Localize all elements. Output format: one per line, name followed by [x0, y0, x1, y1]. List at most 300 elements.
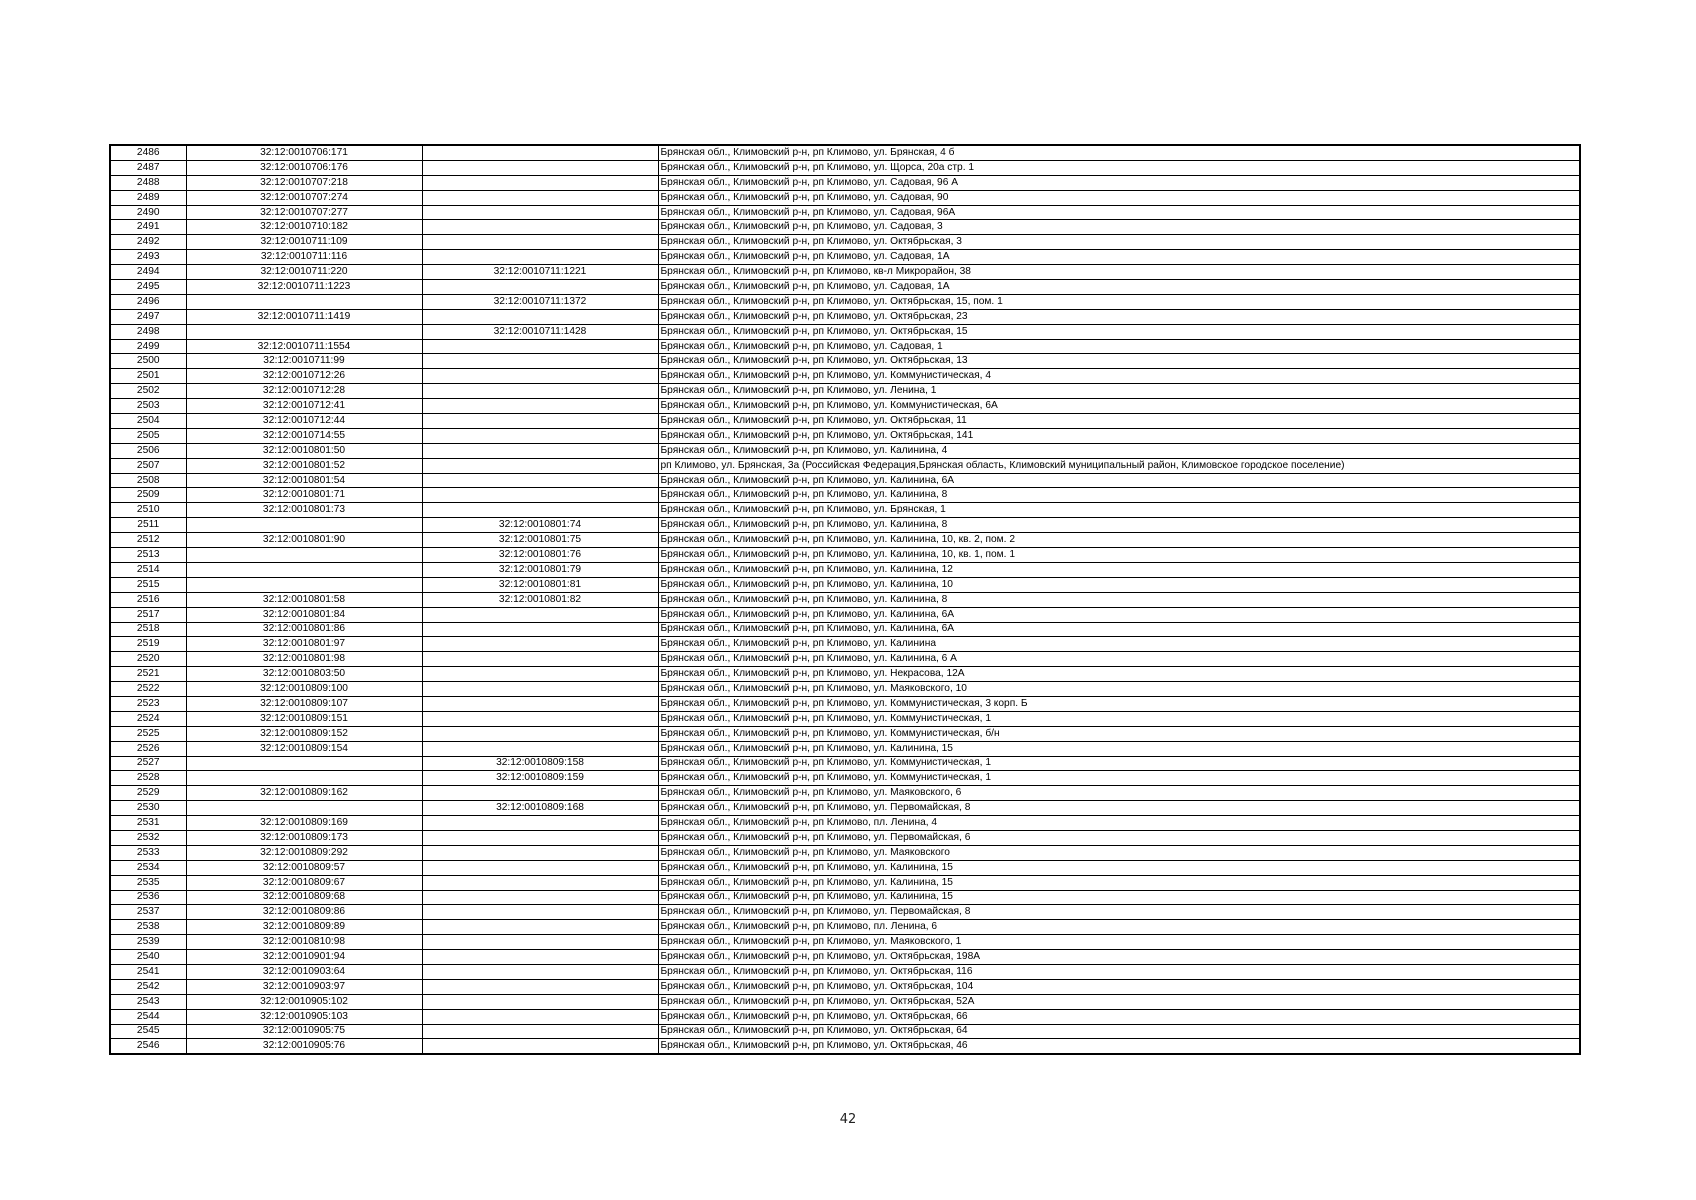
row-number-cell: 2503	[110, 399, 186, 414]
object-cadastral-number-cell	[422, 1009, 658, 1024]
address-cell: Брянская обл., Климовский р-н, рп Климово, ул. Октябрьская, 52А	[658, 994, 1580, 1009]
land-cadastral-number-cell: 32:12:0010801:90	[186, 533, 422, 548]
table-row	[110, 488, 1580, 503]
land-cadastral-number-cell: 32:12:0010809:292	[186, 845, 422, 860]
land-cadastral-number-cell: 32:12:0010801:54	[186, 473, 422, 488]
object-cadastral-number-cell	[422, 994, 658, 1009]
row-number-cell: 2523	[110, 696, 186, 711]
row-number-cell: 2545	[110, 1024, 186, 1039]
object-cadastral-number-cell	[422, 339, 658, 354]
address-cell: Брянская обл., Климовский р-н, рп Климово, ул. Брянская, 1	[658, 503, 1580, 518]
land-cadastral-number-cell	[186, 562, 422, 577]
land-cadastral-number-cell: 32:12:0010809:100	[186, 682, 422, 697]
object-cadastral-number-cell	[422, 145, 658, 160]
table-row	[110, 994, 1580, 1009]
address-cell: Брянская обл., Климовский р-н, рп Климово, ул. Калинина, 15	[658, 890, 1580, 905]
object-cadastral-number-cell	[422, 280, 658, 295]
land-cadastral-number-cell: 32:12:0010801:97	[186, 637, 422, 652]
object-cadastral-number-cell	[422, 711, 658, 726]
address-cell: Брянская обл., Климовский р-н, рп Климово, ул. Октябрьская, 64	[658, 1024, 1580, 1039]
table-row	[110, 935, 1580, 950]
object-cadastral-number-cell: 32:12:0010801:79	[422, 562, 658, 577]
address-cell: Брянская обл., Климовский р-н, рп Климово, ул. Октябрьская, 66	[658, 1009, 1580, 1024]
row-number-cell: 2527	[110, 756, 186, 771]
table-row	[110, 384, 1580, 399]
address-cell: Брянская обл., Климовский р-н, рп Климово, ул. Калинина, 6 А	[658, 652, 1580, 667]
land-cadastral-number-cell	[186, 756, 422, 771]
row-number-cell: 2496	[110, 294, 186, 309]
row-number-cell: 2531	[110, 816, 186, 831]
object-cadastral-number-cell	[422, 622, 658, 637]
row-number-cell: 2530	[110, 801, 186, 816]
land-cadastral-number-cell: 32:12:0010801:52	[186, 458, 422, 473]
address-cell: Брянская обл., Климовский р-н, рп Климово, ул. Первомайская, 8	[658, 905, 1580, 920]
address-cell: Брянская обл., Климовский р-н, рп Климово, ул. Калинина, 15	[658, 741, 1580, 756]
object-cadastral-number-cell	[422, 830, 658, 845]
address-cell: рп Климово, ул. Брянская, 3а (Российская Федерация,Брянская область, Климовский муниципальный район, Климовское городское поселение)	[658, 458, 1580, 473]
land-cadastral-number-cell: 32:12:0010903:97	[186, 979, 422, 994]
object-cadastral-number-cell	[422, 414, 658, 429]
address-cell: Брянская обл., Климовский р-н, рп Климово, ул. Первомайская, 6	[658, 830, 1580, 845]
table-row	[110, 726, 1580, 741]
row-number-cell: 2492	[110, 235, 186, 250]
table-row	[110, 786, 1580, 801]
table-row	[110, 175, 1580, 190]
object-cadastral-number-cell	[422, 309, 658, 324]
address-cell: Брянская обл., Климовский р-н, рп Климово, ул. Маяковского, 10	[658, 682, 1580, 697]
table-row	[110, 369, 1580, 384]
land-cadastral-number-cell	[186, 294, 422, 309]
table-row	[110, 652, 1580, 667]
address-cell: Брянская обл., Климовский р-н, рп Климово, ул. Калинина, 15	[658, 860, 1580, 875]
object-cadastral-number-cell	[422, 726, 658, 741]
land-cadastral-number-cell	[186, 577, 422, 592]
land-cadastral-number-cell: 32:12:0010801:73	[186, 503, 422, 518]
row-number-cell: 2486	[110, 145, 186, 160]
row-number-cell: 2507	[110, 458, 186, 473]
row-number-cell: 2502	[110, 384, 186, 399]
address-cell: Брянская обл., Климовский р-н, рп Климово, ул. Октябрьская, 141	[658, 428, 1580, 443]
address-cell: Брянская обл., Климовский р-н, рп Климово, пл. Ленина, 4	[658, 816, 1580, 831]
object-cadastral-number-cell	[422, 220, 658, 235]
row-number-cell: 2539	[110, 935, 186, 950]
land-cadastral-number-cell: 32:12:0010711:99	[186, 354, 422, 369]
row-number-cell: 2533	[110, 845, 186, 860]
object-cadastral-number-cell	[422, 845, 658, 860]
address-cell: Брянская обл., Климовский р-н, рп Климово, ул. Октябрьская, 104	[658, 979, 1580, 994]
table-row	[110, 950, 1580, 965]
land-cadastral-number-cell: 32:12:0010905:102	[186, 994, 422, 1009]
table-row	[110, 428, 1580, 443]
row-number-cell: 2529	[110, 786, 186, 801]
address-cell: Брянская обл., Климовский р-н, рп Климово, ул. Октябрьская, 11	[658, 414, 1580, 429]
row-number-cell: 2513	[110, 548, 186, 563]
row-number-cell: 2525	[110, 726, 186, 741]
address-cell: Брянская обл., Климовский р-н, рп Климово, ул. Калинина, 8	[658, 592, 1580, 607]
land-cadastral-number-cell	[186, 548, 422, 563]
row-number-cell: 2515	[110, 577, 186, 592]
address-cell: Брянская обл., Климовский р-н, рп Климово, ул. Калинина, 10, кв. 2, пом. 2	[658, 533, 1580, 548]
page-number: 42	[839, 1112, 857, 1127]
address-cell: Брянская обл., Климовский р-н, рп Климово, ул. Маяковского	[658, 845, 1580, 860]
object-cadastral-number-cell	[422, 816, 658, 831]
object-cadastral-number-cell	[422, 652, 658, 667]
table-row	[110, 280, 1580, 295]
address-cell: Брянская обл., Климовский р-н, рп Климово, ул. Садовая, 1	[658, 339, 1580, 354]
row-number-cell: 2509	[110, 488, 186, 503]
object-cadastral-number-cell	[422, 667, 658, 682]
table-row	[110, 830, 1580, 845]
land-cadastral-number-cell: 32:12:0010707:218	[186, 175, 422, 190]
object-cadastral-number-cell	[422, 875, 658, 890]
object-cadastral-number-cell	[422, 473, 658, 488]
object-cadastral-number-cell	[422, 160, 658, 175]
object-cadastral-number-cell	[422, 741, 658, 756]
address-cell: Брянская обл., Климовский р-н, рп Климово, ул. Калинина, 8	[658, 488, 1580, 503]
row-number-cell: 2534	[110, 860, 186, 875]
table-row	[110, 756, 1580, 771]
table-row	[110, 667, 1580, 682]
object-cadastral-number-cell: 32:12:0010711:1372	[422, 294, 658, 309]
table-row	[110, 309, 1580, 324]
address-cell: Брянская обл., Климовский р-н, рп Климово, ул. Коммунистическая, 4	[658, 369, 1580, 384]
object-cadastral-number-cell: 32:12:0010801:81	[422, 577, 658, 592]
table-row	[110, 562, 1580, 577]
row-number-cell: 2497	[110, 309, 186, 324]
object-cadastral-number-cell	[422, 696, 658, 711]
row-number-cell: 2490	[110, 205, 186, 220]
table-row	[110, 577, 1580, 592]
address-cell: Брянская обл., Климовский р-н, рп Климово, ул. Октябрьская, 15, пом. 1	[658, 294, 1580, 309]
address-cell: Брянская обл., Климовский р-н, рп Климово, ул. Коммунистическая, 3 корп. Б	[658, 696, 1580, 711]
object-cadastral-number-cell	[422, 428, 658, 443]
object-cadastral-number-cell	[422, 205, 658, 220]
land-cadastral-number-cell	[186, 801, 422, 816]
address-cell: Брянская обл., Климовский р-н, рп Климово, ул. Калинина	[658, 637, 1580, 652]
land-cadastral-number-cell: 32:12:0010809:173	[186, 830, 422, 845]
table-row	[110, 801, 1580, 816]
address-cell: Брянская обл., Климовский р-н, рп Климово, ул. Садовая, 3	[658, 220, 1580, 235]
object-cadastral-number-cell	[422, 1039, 658, 1054]
object-cadastral-number-cell	[422, 1024, 658, 1039]
object-cadastral-number-cell	[422, 399, 658, 414]
object-cadastral-number-cell: 32:12:0010801:82	[422, 592, 658, 607]
table-row	[110, 220, 1580, 235]
table-row	[110, 905, 1580, 920]
row-number-cell: 2526	[110, 741, 186, 756]
object-cadastral-number-cell	[422, 935, 658, 950]
address-cell: Брянская обл., Климовский р-н, рп Климово, ул. Некрасова, 12А	[658, 667, 1580, 682]
table-row	[110, 250, 1580, 265]
address-cell: Брянская обл., Климовский р-н, рп Климово, ул. Садовая, 96 А	[658, 175, 1580, 190]
address-cell: Брянская обл., Климовский р-н, рп Климово, ул. Коммунистическая, 6А	[658, 399, 1580, 414]
table-row	[110, 265, 1580, 280]
address-cell: Брянская обл., Климовский р-н, рп Климово, ул. Калинина, 8	[658, 518, 1580, 533]
land-cadastral-number-cell: 32:12:0010801:58	[186, 592, 422, 607]
table-row	[110, 145, 1580, 160]
object-cadastral-number-cell: 32:12:0010801:76	[422, 548, 658, 563]
table-row	[110, 458, 1580, 473]
row-number-cell: 2498	[110, 324, 186, 339]
object-cadastral-number-cell: 32:12:0010711:1221	[422, 265, 658, 280]
object-cadastral-number-cell	[422, 384, 658, 399]
table-row	[110, 875, 1580, 890]
land-cadastral-number-cell: 32:12:0010809:169	[186, 816, 422, 831]
object-cadastral-number-cell	[422, 503, 658, 518]
object-cadastral-number-cell	[422, 979, 658, 994]
address-cell: Брянская обл., Климовский р-н, рп Климово, ул. Коммунистическая, 1	[658, 756, 1580, 771]
row-number-cell: 2520	[110, 652, 186, 667]
land-cadastral-number-cell: 32:12:0010707:274	[186, 190, 422, 205]
address-cell: Брянская обл., Климовский р-н, рп Климово, ул. Садовая, 96А	[658, 205, 1580, 220]
table-row	[110, 890, 1580, 905]
row-number-cell: 2495	[110, 280, 186, 295]
land-cadastral-number-cell: 32:12:0010801:98	[186, 652, 422, 667]
object-cadastral-number-cell	[422, 354, 658, 369]
table-row	[110, 548, 1580, 563]
table-row	[110, 845, 1580, 860]
land-cadastral-number-cell: 32:12:0010710:182	[186, 220, 422, 235]
address-cell: Брянская обл., Климовский р-н, рп Климово, ул. Октябрьская, 198А	[658, 950, 1580, 965]
land-cadastral-number-cell: 32:12:0010809:67	[186, 875, 422, 890]
property-registry-table	[109, 144, 1581, 1055]
row-number-cell: 2543	[110, 994, 186, 1009]
table-row	[110, 339, 1580, 354]
address-cell: Брянская обл., Климовский р-н, рп Климово, ул. Октябрьская, 13	[658, 354, 1580, 369]
table-row	[110, 190, 1580, 205]
address-cell: Брянская обл., Климовский р-н, рп Климово, ул. Калинина, 6А	[658, 622, 1580, 637]
land-cadastral-number-cell: 32:12:0010903:64	[186, 964, 422, 979]
address-cell: Брянская обл., Климовский р-н, рп Климово, ул. Маяковского, 1	[658, 935, 1580, 950]
object-cadastral-number-cell	[422, 235, 658, 250]
row-number-cell: 2535	[110, 875, 186, 890]
row-number-cell: 2528	[110, 771, 186, 786]
land-cadastral-number-cell: 32:12:0010712:44	[186, 414, 422, 429]
land-cadastral-number-cell: 32:12:0010712:26	[186, 369, 422, 384]
table-row	[110, 964, 1580, 979]
object-cadastral-number-cell	[422, 860, 658, 875]
row-number-cell: 2488	[110, 175, 186, 190]
object-cadastral-number-cell	[422, 175, 658, 190]
address-cell: Брянская обл., Климовский р-н, рп Климово, ул. Октябрьская, 46	[658, 1039, 1580, 1054]
land-cadastral-number-cell	[186, 518, 422, 533]
land-cadastral-number-cell: 32:12:0010809:68	[186, 890, 422, 905]
land-cadastral-number-cell: 32:12:0010711:109	[186, 235, 422, 250]
table-row	[110, 533, 1580, 548]
object-cadastral-number-cell	[422, 920, 658, 935]
object-cadastral-number-cell	[422, 682, 658, 697]
land-cadastral-number-cell: 32:12:0010801:84	[186, 607, 422, 622]
table-row	[110, 637, 1580, 652]
land-cadastral-number-cell: 32:12:0010809:107	[186, 696, 422, 711]
row-number-cell: 2505	[110, 428, 186, 443]
land-cadastral-number-cell: 32:12:0010711:220	[186, 265, 422, 280]
land-cadastral-number-cell: 32:12:0010809:154	[186, 741, 422, 756]
row-number-cell: 2501	[110, 369, 186, 384]
row-number-cell: 2516	[110, 592, 186, 607]
land-cadastral-number-cell: 32:12:0010711:116	[186, 250, 422, 265]
row-number-cell: 2517	[110, 607, 186, 622]
land-cadastral-number-cell: 32:12:0010801:50	[186, 443, 422, 458]
table-row	[110, 354, 1580, 369]
land-cadastral-number-cell: 32:12:0010706:171	[186, 145, 422, 160]
table-row	[110, 607, 1580, 622]
table-row	[110, 399, 1580, 414]
land-cadastral-number-cell: 32:12:0010809:86	[186, 905, 422, 920]
row-number-cell: 2541	[110, 964, 186, 979]
table-row	[110, 443, 1580, 458]
land-cadastral-number-cell: 32:12:0010809:152	[186, 726, 422, 741]
row-number-cell: 2511	[110, 518, 186, 533]
object-cadastral-number-cell	[422, 637, 658, 652]
table-row	[110, 205, 1580, 220]
object-cadastral-number-cell	[422, 905, 658, 920]
object-cadastral-number-cell	[422, 250, 658, 265]
object-cadastral-number-cell: 32:12:0010801:75	[422, 533, 658, 548]
address-cell: Брянская обл., Климовский р-н, рп Климово, ул. Октябрьская, 116	[658, 964, 1580, 979]
land-cadastral-number-cell: 32:12:0010901:94	[186, 950, 422, 965]
object-cadastral-number-cell	[422, 607, 658, 622]
land-cadastral-number-cell: 32:12:0010712:41	[186, 399, 422, 414]
land-cadastral-number-cell: 32:12:0010801:86	[186, 622, 422, 637]
address-cell: Брянская обл., Климовский р-н, рп Климово, ул. Коммунистическая, 1	[658, 711, 1580, 726]
table-row	[110, 473, 1580, 488]
table-row	[110, 160, 1580, 175]
table-row	[110, 741, 1580, 756]
row-number-cell: 2512	[110, 533, 186, 548]
table-row	[110, 860, 1580, 875]
address-cell: Брянская обл., Климовский р-н, рп Климово, ул. Калинина, 4	[658, 443, 1580, 458]
address-cell: Брянская обл., Климовский р-н, рп Климово, ул. Октябрьская, 23	[658, 309, 1580, 324]
table-row	[110, 711, 1580, 726]
row-number-cell: 2518	[110, 622, 186, 637]
land-cadastral-number-cell: 32:12:0010905:75	[186, 1024, 422, 1039]
row-number-cell: 2537	[110, 905, 186, 920]
land-cadastral-number-cell: 32:12:0010809:151	[186, 711, 422, 726]
row-number-cell: 2514	[110, 562, 186, 577]
row-number-cell: 2506	[110, 443, 186, 458]
land-cadastral-number-cell: 32:12:0010810:98	[186, 935, 422, 950]
address-cell: Брянская обл., Климовский р-н, рп Климово, ул. Первомайская, 8	[658, 801, 1580, 816]
land-cadastral-number-cell: 32:12:0010712:28	[186, 384, 422, 399]
table-row	[110, 682, 1580, 697]
row-number-cell: 2524	[110, 711, 186, 726]
land-cadastral-number-cell: 32:12:0010905:76	[186, 1039, 422, 1054]
table-row	[110, 1039, 1580, 1054]
object-cadastral-number-cell: 32:12:0010711:1428	[422, 324, 658, 339]
row-number-cell: 2499	[110, 339, 186, 354]
land-cadastral-number-cell	[186, 324, 422, 339]
registry-table-body	[110, 145, 1580, 1054]
object-cadastral-number-cell	[422, 786, 658, 801]
table-row	[110, 979, 1580, 994]
address-cell: Брянская обл., Климовский р-н, рп Климово, ул. Садовая, 90	[658, 190, 1580, 205]
object-cadastral-number-cell: 32:12:0010809:168	[422, 801, 658, 816]
land-cadastral-number-cell	[186, 771, 422, 786]
land-cadastral-number-cell: 32:12:0010707:277	[186, 205, 422, 220]
row-number-cell: 2508	[110, 473, 186, 488]
address-cell: Брянская обл., Климовский р-н, рп Климово, ул. Садовая, 1А	[658, 250, 1580, 265]
row-number-cell: 2494	[110, 265, 186, 280]
row-number-cell: 2491	[110, 220, 186, 235]
address-cell: Брянская обл., Климовский р-н, рп Климово, ул. Коммунистическая, б/н	[658, 726, 1580, 741]
object-cadastral-number-cell	[422, 190, 658, 205]
row-number-cell: 2500	[110, 354, 186, 369]
row-number-cell: 2487	[110, 160, 186, 175]
land-cadastral-number-cell: 32:12:0010809:162	[186, 786, 422, 801]
table-row	[110, 235, 1580, 250]
address-cell: Брянская обл., Климовский р-н, рп Климово, ул. Ленина, 1	[658, 384, 1580, 399]
address-cell: Брянская обл., Климовский р-н, рп Климово, ул. Брянская, 4 б	[658, 145, 1580, 160]
table-row	[110, 294, 1580, 309]
table-row	[110, 592, 1580, 607]
land-cadastral-number-cell: 32:12:0010711:1554	[186, 339, 422, 354]
object-cadastral-number-cell	[422, 443, 658, 458]
row-number-cell: 2544	[110, 1009, 186, 1024]
row-number-cell: 2538	[110, 920, 186, 935]
land-cadastral-number-cell: 32:12:0010809:89	[186, 920, 422, 935]
object-cadastral-number-cell: 32:12:0010809:158	[422, 756, 658, 771]
row-number-cell: 2546	[110, 1039, 186, 1054]
object-cadastral-number-cell: 32:12:0010801:74	[422, 518, 658, 533]
address-cell: Брянская обл., Климовский р-н, рп Климово, ул. Калинина, 6А	[658, 473, 1580, 488]
table-row	[110, 696, 1580, 711]
table-row	[110, 1024, 1580, 1039]
table-row	[110, 518, 1580, 533]
row-number-cell: 2493	[110, 250, 186, 265]
land-cadastral-number-cell: 32:12:0010711:1223	[186, 280, 422, 295]
row-number-cell: 2542	[110, 979, 186, 994]
address-cell: Брянская обл., Климовский р-н, рп Климово, ул. Октябрьская, 3	[658, 235, 1580, 250]
object-cadastral-number-cell: 32:12:0010809:159	[422, 771, 658, 786]
table-row	[110, 816, 1580, 831]
land-cadastral-number-cell: 32:12:0010714:55	[186, 428, 422, 443]
table-row	[110, 622, 1580, 637]
row-number-cell: 2532	[110, 830, 186, 845]
table-row	[110, 503, 1580, 518]
address-cell: Брянская обл., Климовский р-н, рп Климово, ул. Калинина, 6А	[658, 607, 1580, 622]
land-cadastral-number-cell: 32:12:0010809:57	[186, 860, 422, 875]
address-cell: Брянская обл., Климовский р-н, рп Климово, ул. Щорса, 20а стр. 1	[658, 160, 1580, 175]
object-cadastral-number-cell	[422, 458, 658, 473]
table-row	[110, 324, 1580, 339]
address-cell: Брянская обл., Климовский р-н, рп Климово, ул. Коммунистическая, 1	[658, 771, 1580, 786]
table-row	[110, 920, 1580, 935]
row-number-cell: 2504	[110, 414, 186, 429]
address-cell: Брянская обл., Климовский р-н, рп Климово, ул. Калинина, 12	[658, 562, 1580, 577]
address-cell: Брянская обл., Климовский р-н, рп Климово, ул. Маяковского, 6	[658, 786, 1580, 801]
row-number-cell: 2521	[110, 667, 186, 682]
row-number-cell: 2519	[110, 637, 186, 652]
object-cadastral-number-cell	[422, 488, 658, 503]
address-cell: Брянская обл., Климовский р-н, рп Климово, ул. Калинина, 10, кв. 1, пом. 1	[658, 548, 1580, 563]
row-number-cell: 2540	[110, 950, 186, 965]
object-cadastral-number-cell	[422, 369, 658, 384]
address-cell: Брянская обл., Климовский р-н, рп Климово, ул. Калинина, 15	[658, 875, 1580, 890]
address-cell: Брянская обл., Климовский р-н, рп Климово, ул. Октябрьская, 15	[658, 324, 1580, 339]
table-row	[110, 414, 1580, 429]
row-number-cell: 2510	[110, 503, 186, 518]
object-cadastral-number-cell	[422, 890, 658, 905]
address-cell: Брянская обл., Климовский р-н, рп Климово, пл. Ленина, 6	[658, 920, 1580, 935]
table-row	[110, 771, 1580, 786]
object-cadastral-number-cell	[422, 950, 658, 965]
land-cadastral-number-cell: 32:12:0010706:176	[186, 160, 422, 175]
row-number-cell: 2522	[110, 682, 186, 697]
table-row	[110, 1009, 1580, 1024]
address-cell: Брянская обл., Климовский р-н, рп Климово, ул. Садовая, 1А	[658, 280, 1580, 295]
address-cell: Брянская обл., Климовский р-н, рп Климово, ул. Калинина, 10	[658, 577, 1580, 592]
